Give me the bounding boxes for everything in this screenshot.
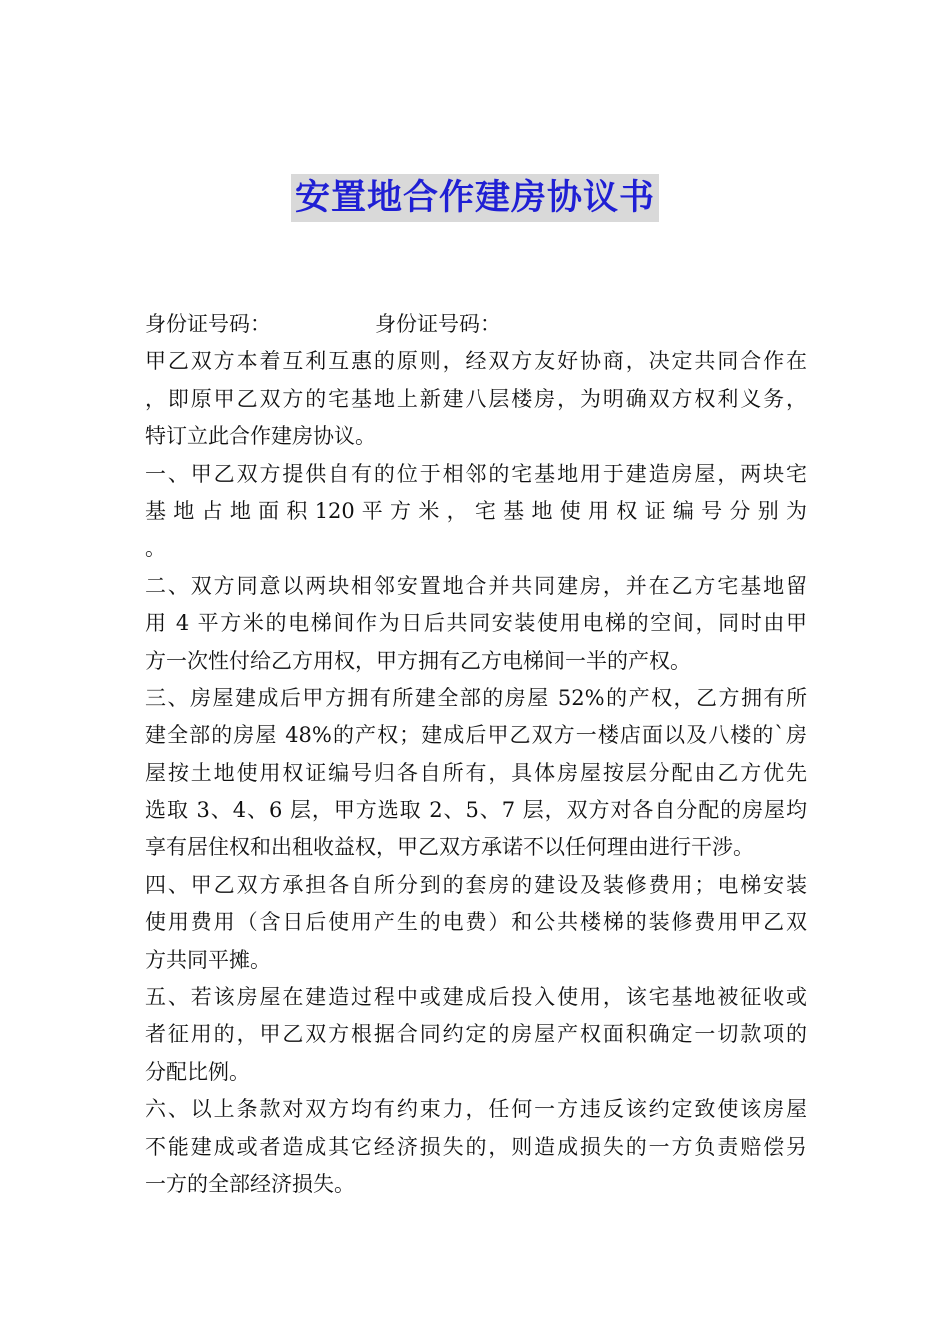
text-line: 方共同平摊。 xyxy=(145,947,271,972)
text-line: 一、甲乙双方提供自有的位于相邻的宅基地用于建造房屋，两块宅 xyxy=(145,461,807,486)
text-line: 建全部的房屋 48%的产权；建成后甲乙双方一楼店面以及八楼的`房 xyxy=(145,723,807,748)
text-line: 。 xyxy=(145,536,166,561)
document-title: 安置地合作建房协议书 xyxy=(291,174,659,222)
text-line: 五、若该房屋在建造过程中或建成后投入使用，该宅基地被征收或 xyxy=(145,985,807,1010)
text-line: ，即原甲乙双方的宅基地上新建八层楼房，为明确双方权利义务， xyxy=(145,386,807,411)
text-line: 甲乙双方本着互利互惠的原则，经双方友好协商，决定共同合作在 xyxy=(145,349,807,374)
title-wrap xyxy=(0,174,950,222)
id-number-line xyxy=(145,306,807,343)
text-line: 不能建成或者造成其它经济损失的，则造成损失的一方负责赔偿另 xyxy=(145,1134,807,1159)
text-line: 三、房屋建成后甲方拥有所建全部的房屋 52%的产权，乙方拥有所 xyxy=(145,685,807,710)
text-line: 一方的全部经济损失。 xyxy=(145,1171,355,1196)
text-line: 分配比例。 xyxy=(145,1059,250,1084)
text-line: 屋按土地使用权证编号归各自所有，具体房屋按层分配由乙方优先 xyxy=(145,760,807,785)
text-line: 二、双方同意以两块相邻安置地合并共同建房，并在乙方宅基地留 xyxy=(145,573,807,598)
text-line: 用 4 平方米的电梯间作为日后共同安装使用电梯的空间，同时由甲 xyxy=(145,611,807,636)
document-body xyxy=(145,306,807,1203)
party-b-id-label: 身份证号码： xyxy=(375,312,501,336)
text-line: 享有居住权和出租收益权，甲乙双方承诺不以任何理由进行干涉。 xyxy=(145,835,754,860)
text-line: 者征用的，甲乙双方根据合同约定的房屋产权面积确定一切款项的 xyxy=(145,1022,807,1047)
text-line: 六、以上条款对双方均有约束力，任何一方违反该约定致使该房屋 xyxy=(145,1097,807,1122)
party-a-id-label: 身份证号码： xyxy=(145,312,271,336)
text-line: 使用费用（含日后使用产生的电费）和公共楼梯的装修费用甲乙双 xyxy=(145,910,807,935)
text-line: 选取 3、4、6 层，甲方选取 2、5、7 层，双方对各自分配的房屋均 xyxy=(145,798,807,823)
text-line: 基 地 占 地 面 积 120 平 方 米 ， 宅 基 地 使 用 权 证 编 号 分 别 为 xyxy=(145,498,807,523)
text-line: 四、甲乙双方承担各自所分到的套房的建设及装修费用；电梯安装 xyxy=(145,872,807,897)
text-line: 方一次性付给乙方用权，甲方拥有乙方电梯间一半的产权。 xyxy=(145,648,691,673)
text-line: 特订立此合作建房协议。 xyxy=(145,424,376,449)
